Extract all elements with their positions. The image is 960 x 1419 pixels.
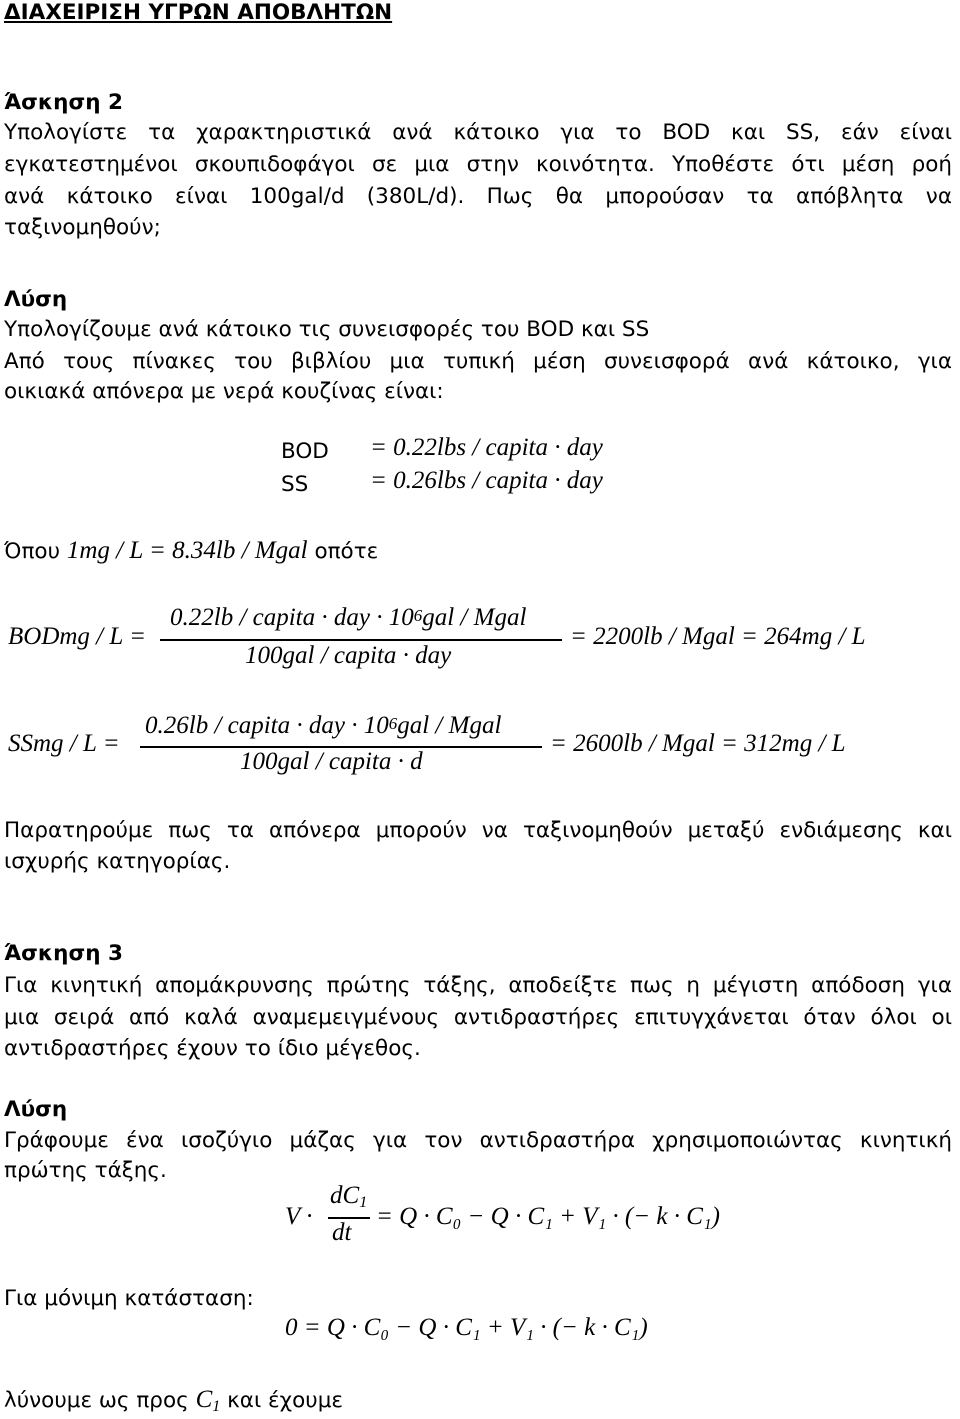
solve-variable: $C_1$	[195, 1386, 221, 1415]
exercise-2-line-3: ανά κάτοικο είναι 100gal/d (380L/d). Πως θα μπορούσαν τα απόβλητα να	[4, 184, 952, 209]
where-prefix: Όπου	[4, 539, 61, 564]
equation-ss-rhs: = 2600lb / Mgal = 312mg / L	[550, 730, 846, 757]
exercise-2-line-4: ταξινομηθούν;	[4, 215, 161, 240]
exercise-2-conclusion-line-1: Παρατηρούμε πως τα απόνερα μπορούν να ταξινομηθούν μεταξύ ενδιάμεσης και	[4, 818, 952, 843]
equation-ss-numerator: 0.26lb / capita · day · $10^6gal$ / Mgal	[145, 712, 502, 739]
exercise-3-solution-line-2: πρώτης τάξης.	[4, 1158, 167, 1183]
exercise-3-solution-line-1: Γράφουμε ένα ισοζύγιο μάζας για τον αντιδραστήρα χρησιμοποιώντας κινητική	[4, 1128, 952, 1153]
equation-ss-denominator: 100gal / capita · d	[240, 748, 423, 775]
where-suffix: οπότε	[314, 539, 379, 564]
mass-balance-derivative-numerator: $dC_1$	[330, 1182, 368, 1211]
exercise-3-title: Άσκηση 3	[4, 941, 123, 966]
mass-balance-derivative-denominator: dt	[332, 1219, 352, 1246]
exercise-3-solution-title: Λύση	[4, 1097, 68, 1122]
solve-prefix: λύνουμε ως προς	[4, 1388, 189, 1413]
document-header-title: ΔΙΑΧΕΙΡΙΣΗ ΥΓΡΩΝ ΑΠΟΒΛΗΤΩΝ	[4, 0, 393, 25]
exercise-2-line-2: εγκατεστημένοι σκουπιδοφάγοι σε μια στην κοινότητα. Υποθέστε ότι μέση ροή	[4, 152, 952, 177]
exercise-2-solution-line-2: Από τους πίνακες του βιβλίου μια τυπική μέση συνεισφορά ανά κάτοικο, για	[4, 349, 952, 374]
where-line	[4, 535, 378, 568]
bod-label: BOD	[281, 439, 329, 464]
where-expression: 1mg / L = 8.34lb / Mgal	[66, 537, 308, 564]
exercise-2-title: Άσκηση 2	[4, 90, 123, 115]
steady-state-equation: 0 = Q · C₀ − Q · C₁ + V₁ · (− k · C₁)	[285, 1314, 648, 1341]
bod-value: = 0.22lbs / capita · day	[370, 434, 603, 461]
equation-bod-denominator: 100gal / capita · day	[245, 642, 452, 669]
exercise-3-line-1: Για κινητική απομάκρυνσης πρώτης τάξης, αποδείξτε πως η μέγιστη απόδοση για	[4, 973, 952, 998]
exercise-3-line-2: μια σειρά από καλά αναμεμειγμένους αντιδραστήρες επιτυγχάνεται όταν όλοι οι	[4, 1005, 952, 1030]
mass-balance-lhs: V ·	[285, 1203, 313, 1230]
equation-bod-numerator: 0.22lb / capita · day · $10^6gal$ / Mgal	[170, 604, 527, 631]
equation-bod-fraction-bar	[160, 639, 562, 641]
ss-label: SS	[281, 472, 309, 497]
exercise-2-line-1: Υπολογίστε τα χαρακτηριστικά ανά κάτοικο για το BOD και SS, εάν είναι	[4, 120, 952, 145]
exercise-3-line-3: αντιδραστήρες έχουν το ίδιο μέγεθος.	[4, 1036, 421, 1061]
exercise-2-solution-line-3: οικιακά απόνερα με νερά κουζίνας είναι:	[4, 379, 444, 404]
solve-suffix: και έχουμε	[227, 1388, 343, 1413]
exercise-2-conclusion-line-2: ισχυρής κατηγορίας.	[4, 849, 231, 874]
mass-balance-rhs: = Q · C₀ − Q · C₁ + V₁ · (− k · C₁)	[376, 1203, 720, 1230]
equation-bod-lhs: BODmg / L =	[8, 623, 146, 650]
ss-value: = 0.26lbs / capita · day	[370, 467, 603, 494]
equation-bod-rhs: = 2200lb / Mgal = 264mg / L	[570, 623, 866, 650]
steady-state-label: Για μόνιμη κατάσταση:	[4, 1286, 254, 1311]
exercise-2-solution-title: Λύση	[4, 287, 68, 312]
exercise-2-solution-line-1: Υπολογίζουμε ανά κάτοικο τις συνεισφορές του BOD και SS	[4, 317, 650, 342]
equation-ss-lhs: SSmg / L =	[8, 730, 120, 757]
solve-line	[4, 1384, 343, 1419]
